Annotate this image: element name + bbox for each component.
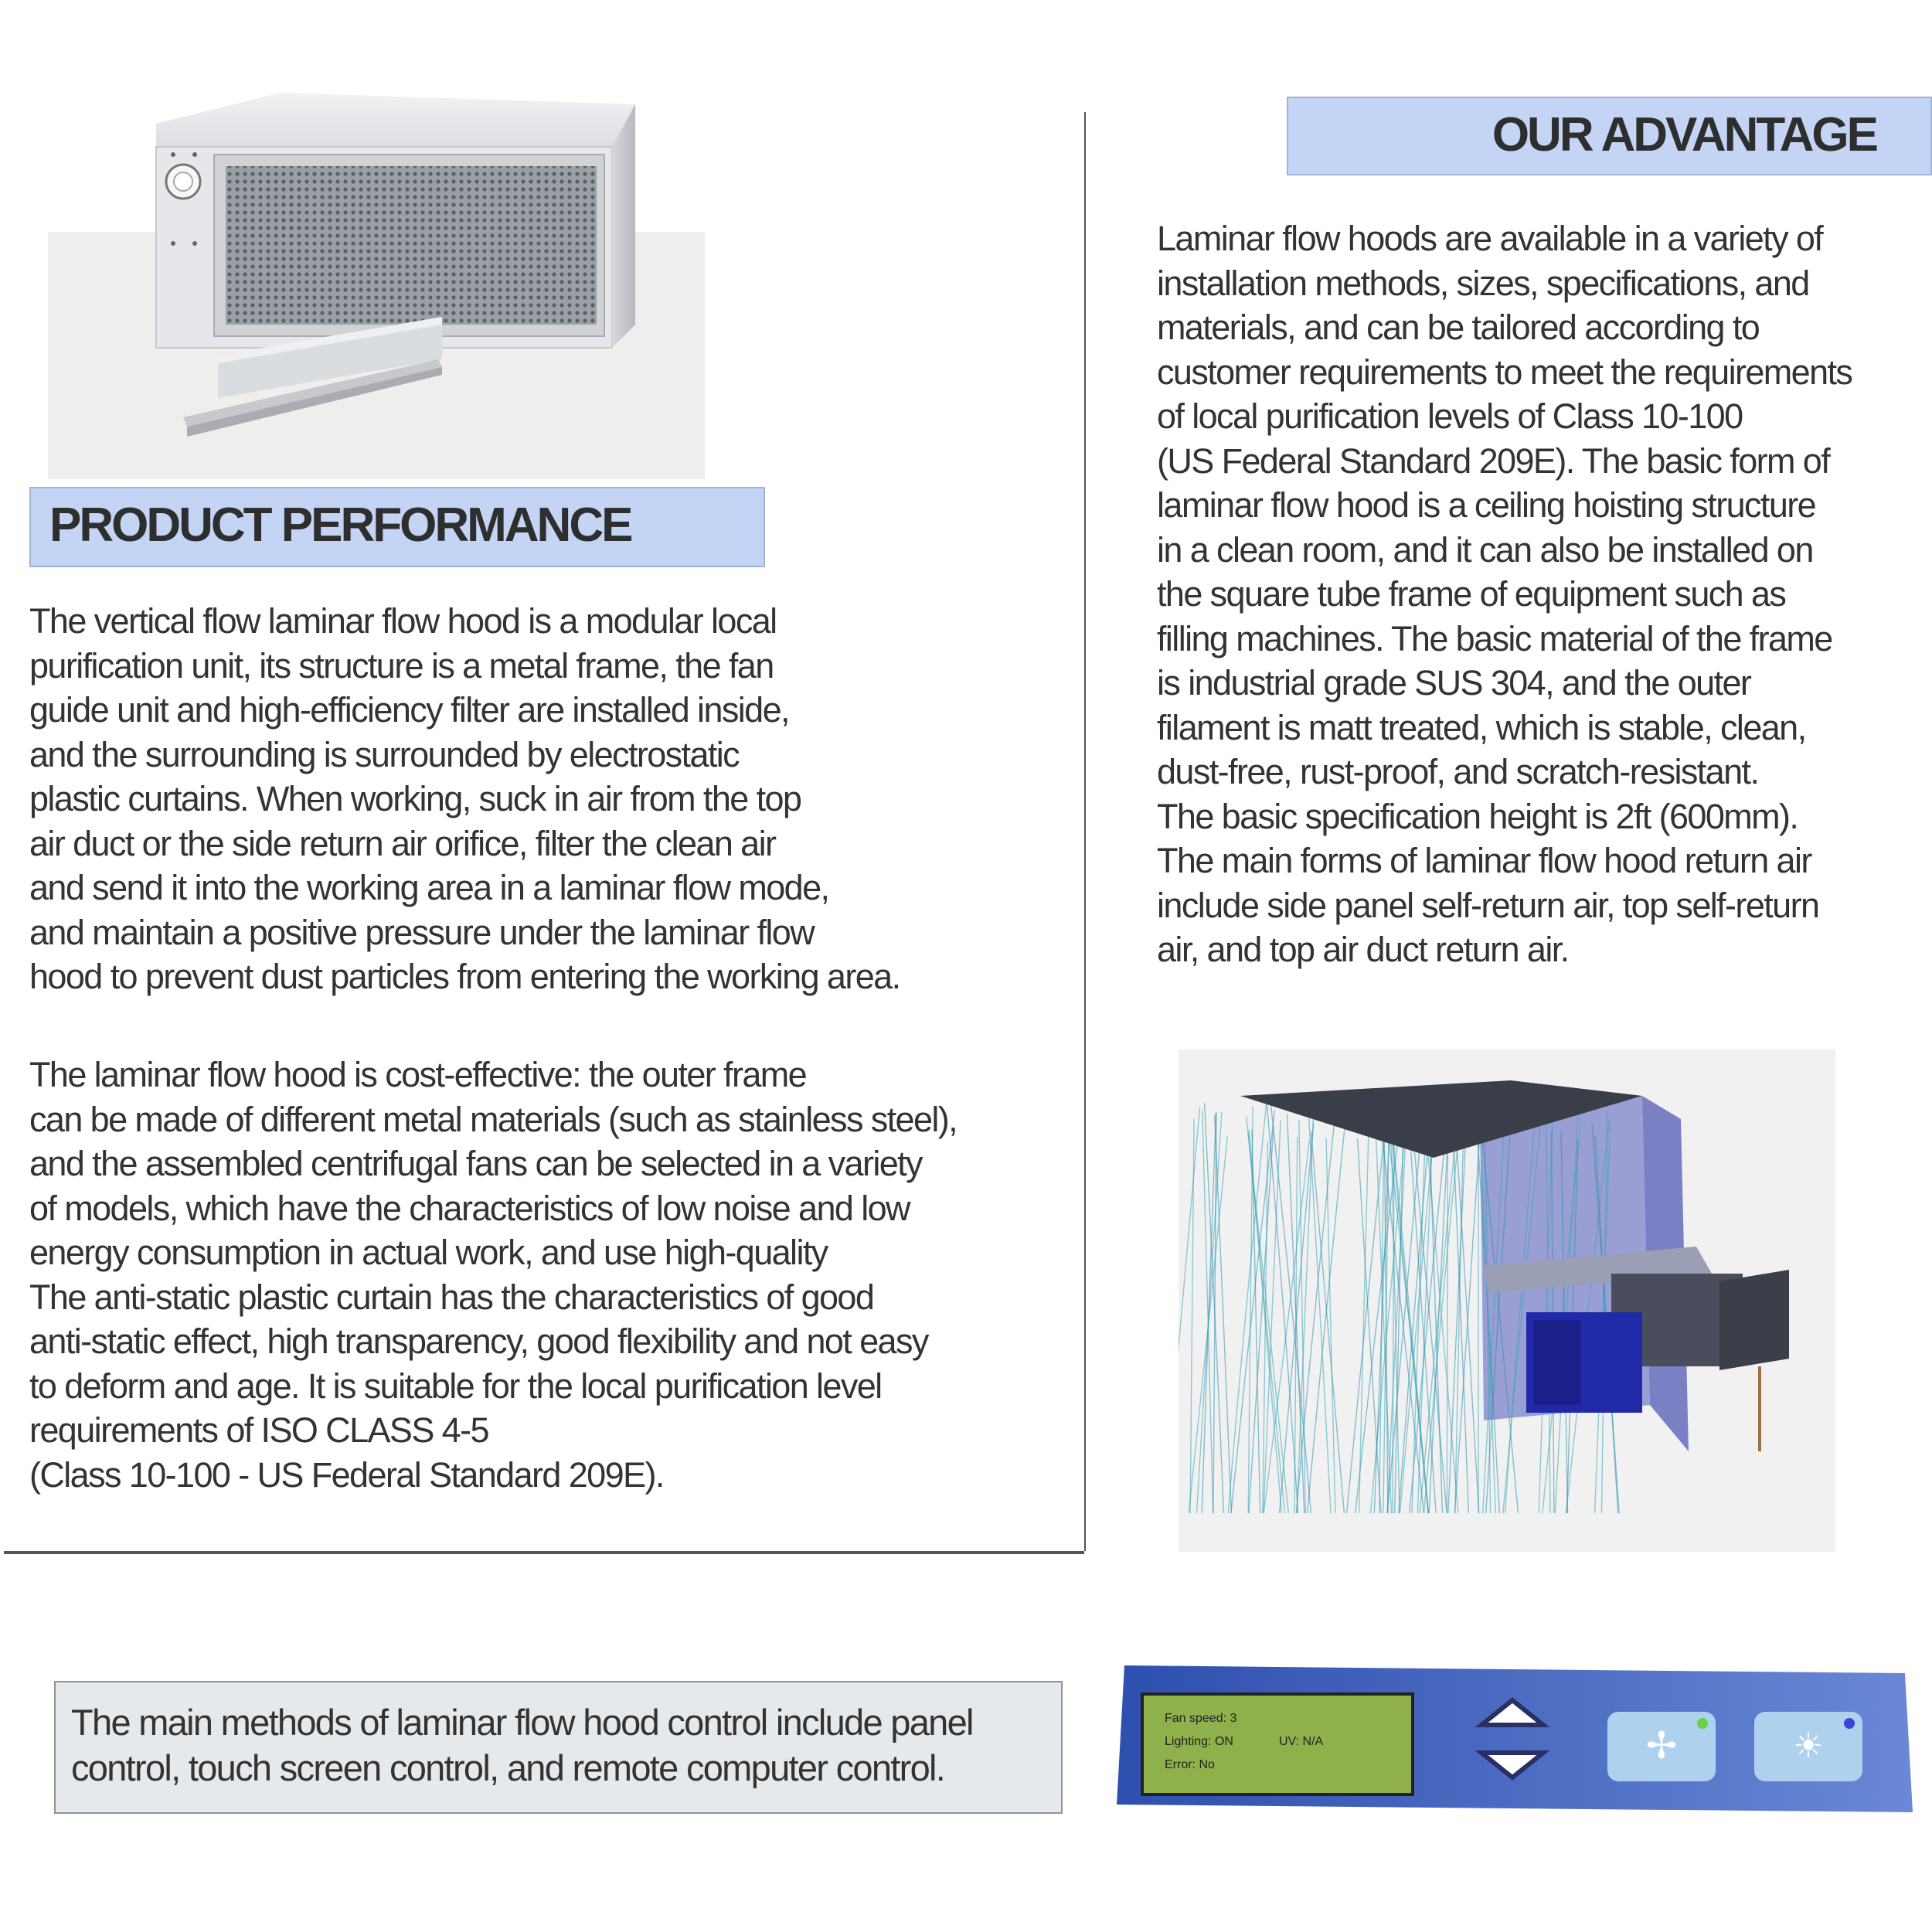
fan-speed-readout: Fan speed: 3 [1165, 1712, 1237, 1725]
product-performance-paragraph-2 [29, 1053, 957, 1497]
text-line: include side panel self-return air, top self-return [1157, 885, 1819, 925]
airflow-simulation-image [1179, 1049, 1835, 1552]
light-button[interactable] [1754, 1712, 1862, 1781]
text-line: filament is matt treated, which is stable, clean, [1157, 707, 1806, 747]
text-line: to deform and age. It is suitable for the local purification level [29, 1366, 882, 1406]
text-line: customer requirements to meet the requirements [1157, 352, 1852, 392]
text-line: (Class 10-100 - US Federal Standard 209E). [29, 1454, 664, 1495]
text-line: and send it into the working area in a laminar flow mode, [29, 868, 829, 907]
control-panel [1117, 1662, 1913, 1816]
text-line: The vertical flow laminar flow hood is a modular local [29, 601, 777, 641]
text-line: The anti-static plastic curtain has the characteristics of good [29, 1277, 874, 1317]
text-line: air, and top air duct return air. [1157, 930, 1569, 969]
text-line: and maintain a positive pressure under the laminar flow [29, 912, 815, 952]
product-image [48, 93, 705, 479]
product-performance-paragraph-1 [29, 599, 900, 999]
increase-speed-button[interactable] [1478, 1696, 1547, 1729]
text-line: materials, and can be tailored according to [1157, 308, 1760, 347]
light-bulb-icon: ☀ [1793, 1727, 1824, 1765]
text-line: The laminar flow hood is cost-effective: the outer frame [29, 1055, 807, 1094]
text-line: laminar flow hood is a ceiling hoisting structure [1157, 485, 1816, 525]
control-methods-note [54, 1681, 1063, 1814]
text-line: (US Federal Standard 209E). The basic form of [1157, 441, 1830, 481]
text-line: and the surrounding is surrounded by electrostatic [29, 734, 740, 774]
our-advantage-heading-text: OUR ADVANTAGE [1492, 108, 1876, 162]
uv-readout: UV: N/A [1279, 1735, 1324, 1748]
text-line: energy consumption in actual work, and use high-quality [29, 1233, 828, 1272]
product-performance-heading-text: PRODUCT PERFORMANCE [49, 498, 631, 552]
text-line: the square tube frame of equipment such as [1157, 574, 1786, 614]
text-line: in a clean room, and it can also be installed on [1157, 529, 1813, 570]
text-line: requirements of ISO CLASS 4-5 [29, 1410, 488, 1450]
text-line: air duct or the side return air orifice, filter the clean air [29, 823, 776, 863]
text-line: Laminar flow hoods are available in a variety of [1157, 219, 1823, 258]
text-line: dust-free, rust-proof, and scratch-resistant. [1157, 752, 1759, 791]
text-line: of models, which have the characteristics of low noise and low [29, 1188, 910, 1228]
text-line: hood to prevent dust particles from entering the working area. [29, 957, 900, 996]
text-line: The main forms of laminar flow hood return air [1157, 841, 1811, 880]
text-line: and the assembled centrifugal fans can be selected in a variety [29, 1144, 922, 1183]
vertical-divider [1084, 112, 1086, 1551]
text-line: The main methods of laminar flow hood control include panel [71, 1702, 973, 1743]
text-line: installation methods, sizes, specifications, and [1157, 263, 1809, 303]
text-line: purification unit, its structure is a metal frame, the fan [29, 645, 774, 685]
fan-icon: ✢ [1645, 1726, 1678, 1767]
text-line: can be made of different metal materials (such as stainless steel), [29, 1099, 957, 1139]
fan-button[interactable] [1607, 1712, 1716, 1781]
error-readout: Error: No [1165, 1758, 1215, 1771]
text-line: plastic curtains. When working, suck in air from the top [29, 779, 801, 818]
text-line: filling machines. The basic material of the frame [1157, 618, 1832, 658]
text-line: control, touch screen control, and remote computer control. [71, 1747, 945, 1788]
text-line: is industrial grade SUS 304, and the outer [1157, 663, 1751, 702]
text-line: guide unit and high-efficiency filter are installed inside, [29, 690, 789, 730]
text-line: The basic specification height is 2ft (600mm). [1157, 796, 1798, 836]
text-line: of local purification levels of Class 10-100 [1157, 396, 1743, 436]
decrease-speed-button[interactable] [1478, 1748, 1547, 1781]
lighting-readout: Lighting: ON [1165, 1735, 1233, 1748]
product-performance-heading [29, 487, 765, 567]
our-advantage-paragraph [1157, 216, 1852, 972]
our-advantage-heading [1287, 97, 1932, 175]
horizontal-divider [4, 1551, 1084, 1554]
text-line: anti-static effect, high transparency, good flexibility and not easy [29, 1322, 928, 1361]
